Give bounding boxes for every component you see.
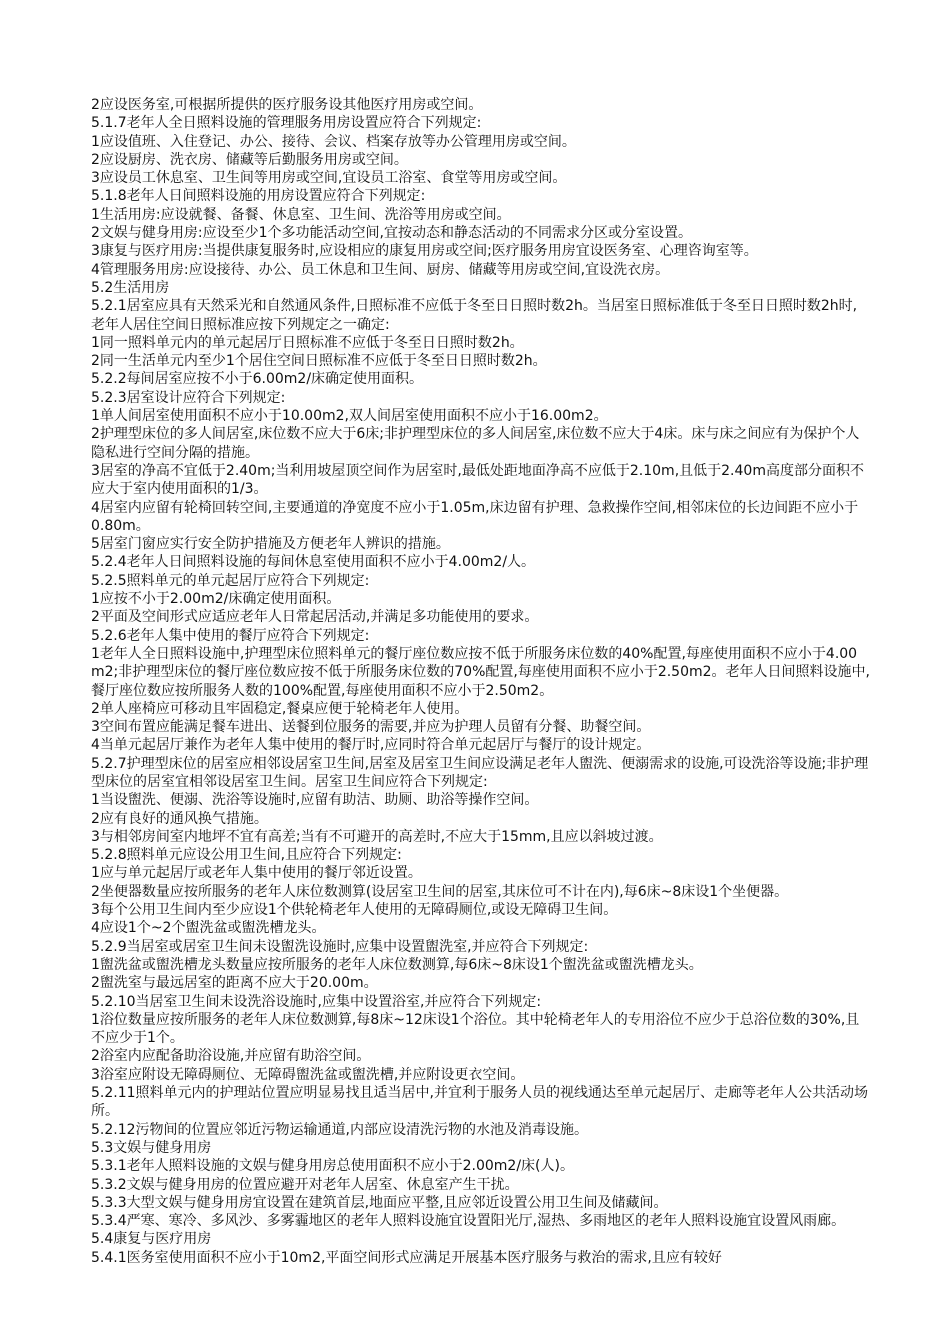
text-line: 3每个公用卫生间内至少应设1个供轮椅老年人使用的无障碍厕位,或设无障碍卫生间。 (91, 902, 618, 919)
text-line: 5.2.1居室应具有天然采光和自然通风条件,日照标准不应低于冬至日日照时数2h。当居室日照标准低于冬至日日照时数2h时,老年人居住空间日照标准应按下列规定之一确定: (91, 298, 858, 333)
text-line: 2应有良好的通风换气措施。 (91, 810, 268, 827)
text-line: 3空间布置应能满足餐车进出、送餐到位服务的需要,并应为护理人员留有分餐、助餐空间。 (91, 719, 651, 736)
text-line: 5.3文娱与健身用房 (91, 1139, 212, 1156)
text-line: 2应设医务室,可根据所提供的医疗服务设其他医疗用房或空间。 (91, 97, 483, 113)
text-line: 2文娱与健身用房:应设至少1个多功能活动空间,宜按动态和静态活动的不同需求分区或分室设置。 (91, 225, 692, 242)
text-line: 1浴位数量应按所服务的老年人床位数测算,每8床~12床设1个浴位。其中轮椅老年人的专用浴位不应少于总浴位数的30%,且不应少于1个。 (91, 1011, 860, 1047)
text-line: 1应设值班、入住登记、办公、接待、会议、档案存放等办公管理用房或空间。 (91, 133, 576, 150)
text-line: 5.2.7护理型床位的居室应相邻设居室卫生间,居室及居室卫生间应设满足老年人盥洗、便溺需求的设施,可设洗浴等设施;非护理型床位的居室宜相邻设居室卫生间。居室卫生间应符合下列规定: (91, 755, 869, 790)
text-line: 1生活用房:应设就餐、备餐、休息室、卫生间、洗浴等用房或空间。 (91, 206, 511, 223)
text-line: 5.2.8照料单元应设公用卫生间,且应符合下列规定: (91, 847, 402, 864)
text-line: 5.4康复与医疗用房 (91, 1231, 212, 1248)
text-line: 3居室的净高不宜低于2.40m;当利用坡屋顶空间作为居室时,最低处距地面净高不应低于2.10m,且低于2.40m高度部分面积不应大于室内使用面积的1/3。 (91, 462, 864, 498)
text-line: 1应按不小于2.00m2/床确定使用面积。 (91, 591, 341, 608)
text-line: 5居室门窗应实行安全防护措施及方便老年人辨识的措施。 (91, 536, 450, 553)
text-line: 5.2.3居室设计应符合下列规定: (91, 389, 286, 406)
text-line: 1单人间居室使用面积不应小于10.00m2,双人间居室使用面积不应小于16.00m2。 (91, 408, 608, 425)
text-line: 3浴室应附设无障碍厕位、无障碍盥洗盆或盥洗槽,并应附设更衣空间。 (91, 1066, 525, 1083)
text-line: 5.2.10当居室卫生间未设洗浴设施时,应集中设置浴室,并应符合下列规定: (91, 993, 542, 1010)
text-line: 2同一生活单元内至少1个居住空间日照标准不应低于冬至日日照时数2h。 (91, 353, 547, 370)
text-line: 3应设员工休息室、卫生间等用房或空间,宜设员工浴室、食堂等用房或空间。 (91, 170, 567, 187)
text-line: 1老年人全日照料设施中,护理型床位照料单元的餐厅座位数应按不低于所服务床位数的40%配置,每座使用面积不应小于4.00m2;非护理型床位的餐厅座位数应按不低于所服务床位数的70%配置,每座使用面积不应小于2.50m2。老年人日间照料设施中,餐厅座位数应按所服务人数的100%配置,每座使用面积不应小于2.50m2。 (91, 645, 870, 699)
text-line: 5.2.6老年人集中使用的餐厅应符合下列规定: (91, 627, 370, 644)
text-line: 5.1.7老年人全日照料设施的管理服务用房设置应符合下列规定: (91, 115, 482, 132)
text-line: 5.2.12污物间的位置应邻近污物运输通道,内部应设清洗污物的水池及消毒设施。 (91, 1121, 588, 1138)
text-line: 4应设1个~2个盥洗盆或盥洗槽龙头。 (91, 920, 326, 937)
text-line: 4居室内应留有轮椅回转空间,主要通道的净宽度不应小于1.05m,床边留有护理、急救操作空间,相邻床位的长边间距不应小于0.80m。 (91, 499, 859, 534)
text-line: 1当设盥洗、便溺、洗浴等设施时,应留有助洁、助厕、助浴等操作空间。 (91, 792, 539, 809)
text-line: 5.2.2每间居室应按不小于6.00m2/床确定使用面积。 (91, 371, 424, 388)
text-line: 5.2.9当居室或居室卫生间未设盥洗设施时,应集中设置盥洗室,并应符合下列规定: (91, 938, 589, 955)
text-line: 5.2.5照料单元的单元起居厅应符合下列规定: (91, 572, 370, 589)
text-line: 2护理型床位的多人间居室,床位数不应大于6床;非护理型床位的多人间居室,床位数不应大于4床。床与床之间应有为保护个人隐私进行空间分隔的措施。 (91, 426, 860, 461)
text-line: 4当单元起居厅兼作为老年人集中使用的餐厅时,应同时符合单元起居厅与餐厅的设计规定。 (91, 737, 651, 754)
text-line: 2坐便器数量应按所服务的老年人床位数测算(设居室卫生间的居室,其床位可不计在内),每6床~8床设1个坐便器。 (91, 883, 789, 900)
text-line: 5.3.4严寒、寒冷、多风沙、多雾霾地区的老年人照料设施宜设置阳光厅,湿热、多雨地区的老年人照料设施宜设置风雨廊。 (91, 1213, 846, 1230)
text-line: 2应设厨房、洗衣房、储藏等后勤服务用房或空间。 (91, 151, 408, 168)
text-line: 5.2.11照料单元内的护理站位置应明显易找且适当居中,并宜利于服务人员的视线通达至单元起居厅、走廊等老年人公共活动场所。 (91, 1085, 868, 1120)
text-line: 5.2生活用房 (91, 279, 170, 296)
text-line: 5.3.1老年人照料设施的文娱与健身用房总使用面积不应小于2.00m2/床(人)。 (91, 1158, 574, 1175)
text-line: 2单人座椅应可移动且牢固稳定,餐桌应便于轮椅老年人使用。 (91, 700, 469, 717)
text-line: 3与相邻房间室内地坪不宜有高差;当有不可避开的高差时,不应大于15mm,且应以斜坡过渡。 (91, 828, 663, 845)
text-line: 3康复与医疗用房:当提供康复服务时,应设相应的康复用房或空间;医疗服务用房宜设医务室、心理咨询室等。 (91, 243, 758, 260)
text-line: 5.2.4老年人日间照料设施的每间休息室使用面积不应小于4.00m2/人。 (91, 554, 536, 571)
text-line: 5.1.8老年人日间照料设施的用房设置应符合下列规定: (91, 188, 426, 205)
text-line: 5.3.3大型文娱与健身用房宜设置在建筑首层,地面应平整,且应邻近设置公用卫生间及储藏间。 (91, 1194, 668, 1211)
text-line: 2盥洗室与最远居室的距离不应大于20.00m。 (91, 975, 378, 992)
text-line: 1应与单元起居厅或老年人集中使用的餐厅邻近设置。 (91, 865, 422, 882)
text-line: 4管理服务用房:应设接待、办公、员工休息和卫生间、厨房、储藏等用房或空间,宜设洗衣房。 (91, 261, 670, 278)
text-line: 5.4.1医务室使用面积不应小于10m2,平面空间形式应满足开展基本医疗服务与救治的需求,且应有较好 (91, 1249, 722, 1266)
text-line: 2浴室内应配备助浴设施,并应留有助浴空间。 (91, 1048, 371, 1065)
text-line: 1盥洗盆或盥洗槽龙头数量应按所服务的老年人床位数测算,每6床~8床设1个盥洗盆或盥洗槽龙头。 (91, 956, 703, 973)
text-line: 2平面及空间形式应适应老年人日常起居活动,并满足多功能使用的要求。 (91, 609, 539, 626)
text-line: 1同一照料单元内的单元起居厅日照标准不应低于冬至日日照时数2h。 (91, 334, 524, 351)
text-line: 5.3.2文娱与健身用房的位置应避开对老年人居室、休息室产生干扰。 (91, 1176, 519, 1193)
